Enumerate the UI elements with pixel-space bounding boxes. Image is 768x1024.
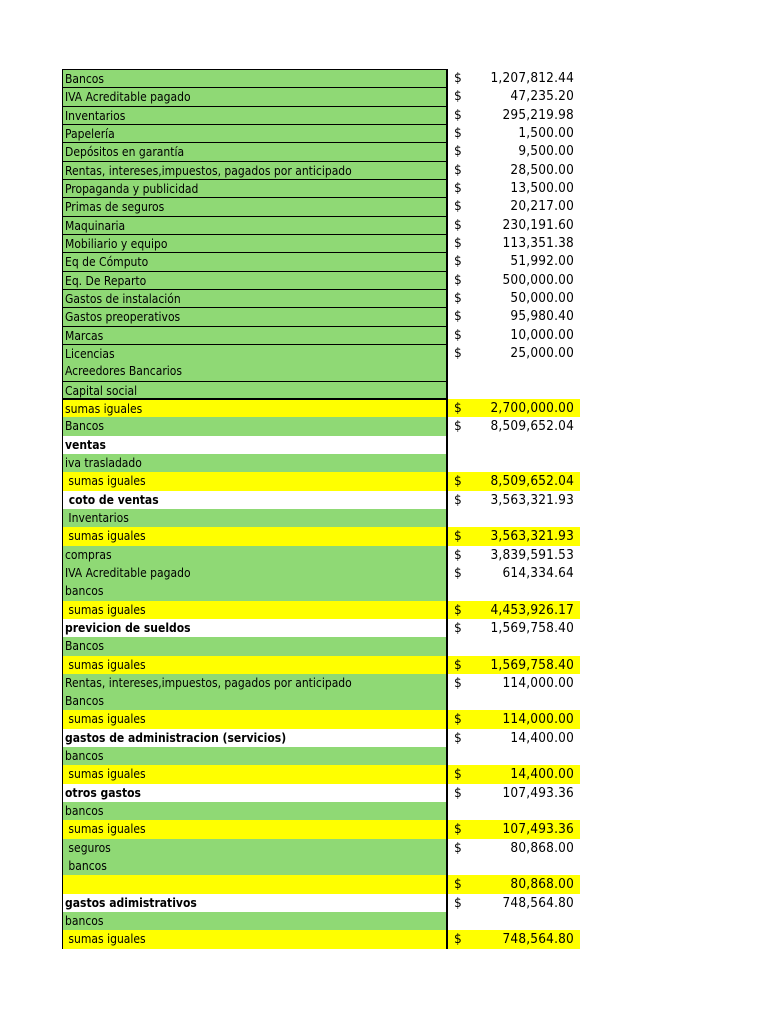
account-label-cell[interactable]: coto de ventas [62, 491, 448, 509]
account-label-cell[interactable]: Bancos [62, 692, 448, 710]
table-row [62, 930, 582, 948]
amount-cell[interactable] [470, 692, 580, 710]
table-row [62, 509, 582, 527]
amount-cell[interactable]: 295,219.98 [502, 106, 574, 123]
amount-cell[interactable]: 8,509,652.04 [490, 418, 574, 435]
table-row [62, 454, 582, 472]
table-row [62, 710, 582, 728]
table-row [62, 912, 582, 930]
amount-cell[interactable] [470, 582, 580, 600]
amount-cell[interactable]: 25,000.00 [510, 344, 574, 361]
spreadsheet [62, 69, 582, 949]
table-row [62, 252, 582, 270]
table-row [62, 765, 582, 783]
currency-symbol-cell[interactable]: $ [454, 124, 462, 141]
table-row [62, 619, 582, 637]
account-label-cell[interactable]: IVA Acreditable pagado [62, 87, 448, 105]
account-label-cell[interactable]: sumas iguales [62, 472, 448, 490]
currency-symbol-cell[interactable] [448, 454, 470, 472]
currency-symbol-cell[interactable]: $ [448, 472, 470, 490]
currency-symbol-cell[interactable] [448, 857, 470, 875]
amount-cell[interactable]: 14,400.00 [510, 729, 574, 746]
currency-symbol-cell[interactable]: $ [454, 619, 462, 636]
account-label-cell[interactable]: Licencias [62, 344, 448, 362]
table-row [62, 546, 582, 564]
amount-cell[interactable]: 50,000.00 [510, 289, 574, 306]
amount-cell[interactable] [470, 436, 580, 454]
amount-cell[interactable]: 10,000.00 [510, 326, 574, 343]
amount-cell[interactable]: 1,207,812.44 [490, 70, 574, 86]
amount-cell[interactable]: 80,868.00 [470, 875, 580, 893]
account-label-cell[interactable]: Eq. De Reparto [62, 271, 448, 289]
table-row [62, 197, 582, 215]
amount-cell[interactable]: 95,980.40 [510, 308, 574, 325]
table-row [62, 747, 582, 765]
currency-symbol-cell[interactable] [448, 802, 470, 820]
table-row [62, 436, 582, 454]
currency-symbol-cell[interactable]: $ [454, 106, 462, 123]
currency-symbol-cell[interactable]: $ [454, 839, 462, 856]
amount-cell[interactable] [470, 509, 580, 527]
amount-cell[interactable]: 1,569,758.40 [470, 656, 580, 674]
currency-symbol-cell[interactable]: $ [454, 179, 462, 196]
account-label-cell[interactable]: sumas iguales [62, 820, 448, 838]
currency-symbol-cell[interactable] [448, 381, 470, 399]
table-row [62, 307, 582, 325]
amount-cell[interactable]: 3,839,591.53 [490, 546, 574, 563]
amount-cell[interactable] [470, 454, 580, 472]
account-label-cell[interactable]: Rentas, intereses,impuestos, pagados por anticipado [62, 674, 448, 692]
account-label-cell[interactable]: compras [62, 546, 448, 564]
account-label-cell[interactable]: IVA Acreditable pagado [62, 564, 448, 582]
account-label-cell[interactable]: Inventarios [62, 509, 448, 527]
table-row [62, 289, 582, 307]
currency-symbol-cell[interactable]: $ [454, 491, 462, 508]
amount-cell[interactable]: 2,700,000.00 [470, 399, 580, 417]
currency-symbol-cell[interactable]: $ [448, 820, 470, 838]
currency-symbol-cell[interactable] [448, 582, 470, 600]
amount-cell[interactable]: 14,400.00 [470, 765, 580, 783]
account-label-cell[interactable]: bancos [62, 802, 448, 820]
account-label-cell[interactable]: sumas iguales [62, 765, 448, 783]
table-row [62, 87, 582, 105]
amount-cell[interactable]: 47,235.20 [510, 88, 574, 105]
amount-cell[interactable]: 113,351.38 [502, 234, 574, 251]
table-row [62, 491, 582, 509]
currency-symbol-cell[interactable]: $ [454, 253, 462, 270]
amount-cell[interactable] [470, 802, 580, 820]
amount-cell[interactable]: 4,453,926.17 [470, 601, 580, 619]
account-label-cell[interactable]: bancos [62, 857, 448, 875]
account-label-cell[interactable]: Bancos [62, 417, 448, 435]
currency-symbol-cell[interactable]: $ [454, 161, 462, 178]
currency-symbol-cell[interactable]: $ [454, 564, 462, 581]
amount-cell[interactable] [470, 912, 580, 930]
table-row [62, 637, 582, 655]
account-label-cell[interactable]: Marcas [62, 326, 448, 344]
account-label-cell[interactable]: Rentas, intereses,impuestos, pagados por anticipado [62, 161, 448, 179]
currency-symbol-cell[interactable]: $ [454, 88, 462, 105]
amount-cell[interactable]: 114,000.00 [502, 674, 574, 691]
table-row [62, 820, 582, 838]
table-row [62, 875, 582, 893]
currency-symbol-cell[interactable] [448, 692, 470, 710]
amount-cell[interactable]: 748,564.80 [502, 894, 574, 911]
amount-cell[interactable]: 1,500.00 [518, 124, 574, 141]
table-row [62, 729, 582, 747]
table-row [62, 857, 582, 875]
account-label-cell[interactable]: Bancos [62, 637, 448, 655]
amount-cell[interactable]: 20,217.00 [510, 198, 574, 215]
currency-symbol-cell[interactable]: $ [448, 710, 470, 728]
account-label-cell[interactable]: Gastos preoperativos [62, 307, 448, 325]
account-label-cell[interactable]: sumas iguales [62, 527, 448, 545]
amount-cell[interactable]: 500,000.00 [502, 271, 574, 288]
account-label-cell[interactable]: otros gastos [62, 784, 448, 802]
table-row [62, 124, 582, 142]
currency-symbol-cell[interactable]: $ [454, 308, 462, 325]
account-label-cell[interactable]: sumas iguales [62, 399, 448, 417]
table-row [62, 656, 582, 674]
account-label-cell[interactable]: sumas iguales [62, 930, 448, 948]
account-label-cell[interactable]: Capital social [62, 381, 448, 399]
currency-symbol-cell[interactable]: $ [448, 875, 470, 893]
table-row [62, 784, 582, 802]
account-label-cell[interactable]: Primas de seguros [62, 197, 448, 215]
currency-symbol-cell[interactable]: $ [454, 344, 462, 361]
table-row [62, 106, 582, 124]
amount-cell[interactable] [470, 857, 580, 875]
account-label-cell[interactable]: Papelería [62, 124, 448, 142]
currency-symbol-cell[interactable] [448, 362, 470, 380]
amount-cell[interactable] [470, 381, 580, 399]
account-label-cell[interactable]: Gastos de instalación [62, 289, 448, 307]
amount-cell[interactable]: 748,564.80 [470, 930, 580, 948]
account-label-cell[interactable]: Maquinaria [62, 216, 448, 234]
table-row [62, 271, 582, 289]
amount-cell[interactable] [470, 747, 580, 765]
amount-cell[interactable] [470, 637, 580, 655]
amount-cell[interactable]: 107,493.36 [470, 820, 580, 838]
table-row [62, 417, 582, 435]
currency-symbol-cell[interactable]: $ [448, 930, 470, 948]
currency-symbol-cell[interactable]: $ [454, 326, 462, 343]
table-row [62, 326, 582, 344]
account-label-cell[interactable]: seguros [62, 839, 448, 857]
currency-symbol-cell[interactable]: $ [454, 216, 462, 233]
amount-cell[interactable]: 107,493.36 [502, 784, 574, 801]
currency-symbol-cell[interactable]: $ [454, 546, 462, 563]
table-row [62, 216, 582, 234]
account-label-cell[interactable]: Inventarios [62, 106, 448, 124]
amount-cell[interactable]: 13,500.00 [510, 179, 574, 196]
amount-cell[interactable]: 80,868.00 [510, 839, 574, 856]
amount-cell[interactable]: 3,563,321.93 [490, 491, 574, 508]
account-label-cell[interactable]: previcion de sueldos [62, 619, 448, 637]
table-row [62, 692, 582, 710]
table-row [62, 674, 582, 692]
account-label-cell[interactable]: gastos adimistrativos [62, 894, 448, 912]
currency-symbol-cell[interactable]: $ [448, 399, 470, 417]
table-row [62, 69, 582, 87]
table-row [62, 582, 582, 600]
currency-symbol-cell[interactable] [448, 509, 470, 527]
currency-symbol-cell[interactable] [448, 912, 470, 930]
amount-cell[interactable]: 51,992.00 [510, 253, 574, 270]
currency-symbol-cell[interactable]: $ [448, 656, 470, 674]
currency-symbol-cell[interactable]: $ [454, 70, 462, 86]
currency-symbol-cell[interactable] [448, 436, 470, 454]
currency-symbol-cell[interactable]: $ [454, 271, 462, 288]
currency-symbol-cell[interactable]: $ [454, 198, 462, 215]
currency-symbol-cell[interactable]: $ [448, 527, 470, 545]
currency-symbol-cell[interactable]: $ [454, 894, 462, 911]
currency-symbol-cell[interactable]: $ [454, 784, 462, 801]
account-label-cell[interactable]: Mobiliario y equipo [62, 234, 448, 252]
table-row [62, 564, 582, 582]
account-label-cell[interactable]: Propaganda y publicidad [62, 179, 448, 197]
table-row [62, 362, 582, 380]
table-row [62, 179, 582, 197]
amount-cell[interactable]: 230,191.60 [502, 216, 574, 233]
currency-symbol-cell[interactable]: $ [454, 234, 462, 251]
account-label-cell[interactable]: Depósitos en garantía [62, 142, 448, 160]
table-row [62, 527, 582, 545]
amount-cell[interactable]: 614,334.64 [502, 564, 574, 581]
currency-symbol-cell[interactable] [448, 747, 470, 765]
account-label-cell[interactable]: ventas [62, 436, 448, 454]
currency-symbol-cell[interactable]: $ [448, 765, 470, 783]
currency-symbol-cell[interactable] [448, 637, 470, 655]
table-row [62, 472, 582, 490]
table-row [62, 234, 582, 252]
amount-cell[interactable]: 9,500.00 [518, 143, 574, 160]
amount-cell[interactable]: 28,500.00 [510, 161, 574, 178]
table-row [62, 399, 582, 417]
account-label-cell[interactable]: sumas iguales [62, 710, 448, 728]
table-row [62, 344, 582, 362]
table-row [62, 381, 582, 399]
amount-cell[interactable] [470, 362, 580, 380]
account-label-cell[interactable]: sumas iguales [62, 601, 448, 619]
currency-symbol-cell[interactable]: $ [454, 729, 462, 746]
account-label-cell[interactable]: Eq de Cómputo [62, 252, 448, 270]
account-label-cell[interactable]: sumas iguales [62, 656, 448, 674]
amount-cell[interactable]: 1,569,758.40 [490, 619, 574, 636]
currency-symbol-cell[interactable]: $ [454, 418, 462, 435]
table-row [62, 161, 582, 179]
amount-cell[interactable]: 114,000.00 [470, 710, 580, 728]
currency-symbol-cell[interactable]: $ [454, 289, 462, 306]
account-label-cell[interactable]: bancos [62, 582, 448, 600]
table-row [62, 839, 582, 857]
table-row [62, 802, 582, 820]
currency-symbol-cell[interactable]: $ [454, 143, 462, 160]
account-label-cell[interactable]: iva trasladado [62, 454, 448, 472]
account-label-cell[interactable]: Bancos [62, 69, 448, 87]
account-label-cell[interactable] [62, 875, 448, 893]
account-label-cell[interactable]: gastos de administracion (servicios) [62, 729, 448, 747]
currency-symbol-cell[interactable]: $ [448, 601, 470, 619]
amount-cell[interactable]: 3,563,321.93 [470, 527, 580, 545]
currency-symbol-cell[interactable]: $ [454, 674, 462, 691]
table-row [62, 142, 582, 160]
table-row [62, 601, 582, 619]
account-label-cell[interactable]: Acreedores Bancarios [62, 362, 448, 380]
account-label-cell[interactable]: bancos [62, 912, 448, 930]
table-row [62, 894, 582, 912]
amount-cell[interactable]: 8,509,652.04 [470, 472, 580, 490]
account-label-cell[interactable]: bancos [62, 747, 448, 765]
